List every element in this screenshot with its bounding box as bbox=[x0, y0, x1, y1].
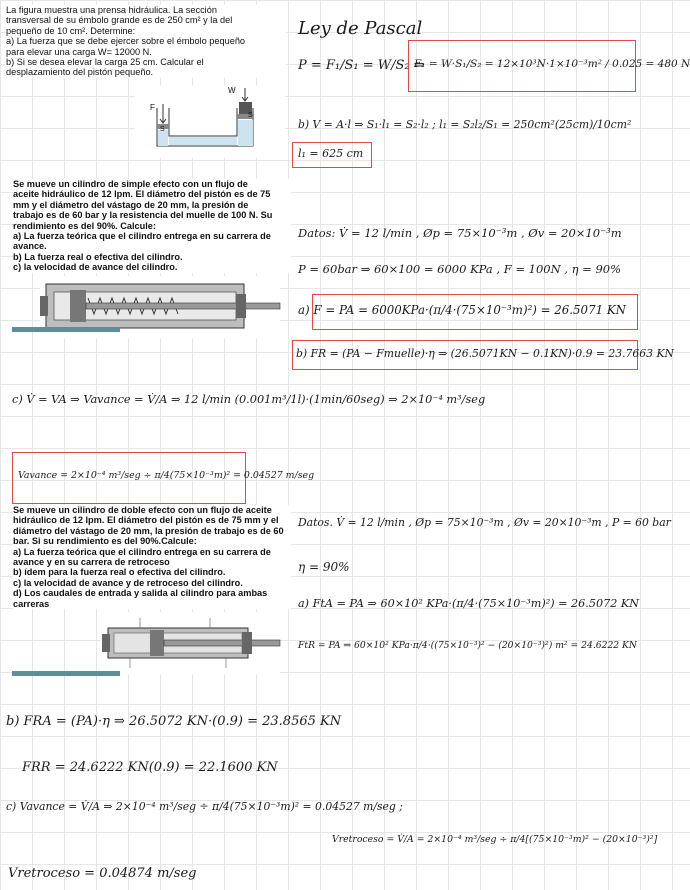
note-p3-c3: Vretroceso = 0.04874 m/seg bbox=[8, 866, 197, 881]
problem-line: b) ídem para la fuerza real o efectiva del cilindro. bbox=[13, 567, 226, 578]
note-p3-b2: FRR = 24.6222 KN(0.9) = 22.1600 KN bbox=[22, 760, 278, 775]
problem-1-text bbox=[6, 5, 286, 78]
figure-label-w: W bbox=[228, 86, 236, 95]
problem-2-text bbox=[13, 179, 291, 273]
problem-line: hidráulico de 12 lpm. El diámetro del pistón es de 75 mm y el bbox=[13, 515, 279, 526]
problem-line: c) la velocidad de avance del cilindro. bbox=[13, 262, 178, 273]
problem-line: Se mueve un cilindro de simple efecto con un flujo de bbox=[13, 179, 248, 189]
problem-line: transversal de su émbolo grande es de 250 cm² y la del bbox=[6, 15, 233, 26]
figure-label-s1: S bbox=[160, 126, 165, 133]
problem-line: para elevar una carga W= 12000 N. bbox=[6, 46, 152, 57]
problem-line: mm y el diámetro del vástago de 20 mm, la presión de bbox=[13, 199, 249, 210]
note-p3-b1: b) FRA = (PA)·η ⇒ 26.5072 KN·(0.9) = 23.8565 KN bbox=[6, 714, 342, 729]
problem-line: a) La fuerza teórica que el cilindro entrega en su carrera de bbox=[13, 546, 271, 557]
problem-line: d) Los caudales de entrada y salida al cilindro para ambas bbox=[13, 588, 268, 599]
problem-line: bar. Si su rendimiento es del 90%.Calcule: bbox=[13, 536, 197, 547]
note-p3-datos: Datos. V̇ = 12 l/min , Øp = 75×10⁻³m , Øv = 20×10⁻³m , P = 60 bar bbox=[298, 516, 671, 529]
note-p2-datos2: P = 60bar ⇒ 60×100 = 6000 KPa , F = 100N , η = 90% bbox=[298, 262, 622, 276]
note-p3-a: a) FtA = PA ⇒ 60×10² KPa·(π/4·(75×10⁻³m)²) = 26.5072 KN bbox=[298, 597, 640, 610]
problem-line: rendimiento es del 90%. Calcule: bbox=[13, 220, 156, 231]
problem-3-text bbox=[13, 505, 291, 609]
note-p3-eta: η = 90% bbox=[298, 560, 350, 574]
problem-line: avance y en su carrera de retroceso bbox=[13, 557, 170, 568]
note-pascal-title: Ley de Pascal bbox=[298, 18, 423, 39]
problem-line: avance. bbox=[13, 241, 47, 252]
problem-line: carreras bbox=[13, 598, 50, 609]
note-p2-a: a) F = PA = 6000KPa·(π/4·(75×10⁻³m)²) = 26.5071 KN bbox=[298, 303, 626, 317]
note-p3-c2: Vretroceso = V̇/A = 2×10⁻⁴ m³/seg ÷ π/4[(75×10⁻³m)² − (20×10⁻³)²] bbox=[332, 834, 658, 845]
problem-line: La figura muestra una prensa hidráulica. La sección bbox=[6, 5, 217, 15]
figure-label-f1: F bbox=[150, 103, 155, 112]
problem-line: trabajo es de 60 bar y la resistencia del muelle de 100 N. Su bbox=[13, 210, 273, 221]
problem-line: diámetro del vástago de 20 mm, la presión de trabajo es de 60 bbox=[13, 525, 284, 536]
note-p2-datos: Datos: V̇ = 12 l/min , Øp = 75×10⁻³m , Øv = 20×10⁻³m bbox=[298, 226, 622, 240]
problem-line: c) la velocidad de avance y de retroceso del cilindro. bbox=[13, 577, 243, 588]
note-p2-b: b) FR = (PA − Fmuelle)·η ⇒ (26.5071KN − 0.1KN)·0.9 = 23.7663 KN bbox=[296, 347, 674, 360]
problem-line: pequeño de 10 cm². Determine: bbox=[6, 25, 136, 36]
figure-label-s2: S bbox=[248, 112, 253, 119]
problem-line: b) Si se desea elevar la carga 25 cm. Calcular el bbox=[6, 57, 204, 68]
problem-line: a) La fuerza que se debe ejercer sobre el émbolo pequeño bbox=[6, 36, 246, 47]
divider-bar bbox=[12, 327, 120, 332]
problem-line: b) La fuerza real o efectiva del cilindro. bbox=[13, 251, 183, 262]
note-p3-a2: FtR = PA ⇒ 60×10² KPa·π/4·((75×10⁻³)² − (20×10⁻³)²) m² = 24.6222 KN bbox=[298, 640, 637, 651]
problem-line: Se mueve un cilindro de doble efecto con un flujo de aceite bbox=[13, 505, 272, 515]
problem-line: desplazamiento del pistón pequeño. bbox=[6, 67, 154, 78]
problem-line: aceite hidráulico de 12 lpm. El diámetro del pistón es de 75 bbox=[13, 189, 271, 200]
note-p2-c: c) V̇ = VA ⇒ Vavance = V̇/A ⇒ 12 l/min (0.001m³/1l)·(1min/60seg) ⇒ 2×10⁻⁴ m³/seg bbox=[12, 393, 486, 406]
note-f1-result: F₁ = W·S₁/S₂ = 12×10³N·1×10⁻³m² / 0.025 = 480 N bbox=[414, 58, 690, 70]
note-l1-result: l₁ = 625 cm bbox=[298, 147, 364, 160]
divider-bar bbox=[12, 671, 120, 676]
note-p3-c1: c) Vavance = V̇/A ⇒ 2×10⁻⁴ m³/seg ÷ π/4(75×10⁻³m)² = 0.04527 m/seg ; bbox=[6, 800, 403, 813]
note-pascal-eq: P = F₁/S₁ = W/S₂ ⇒ bbox=[298, 58, 425, 73]
note-p2-c-result: Vavance = 2×10⁻⁴ m³/seg ÷ π/4(75×10⁻³m)² = 0.04527 m/seg bbox=[18, 470, 315, 481]
note-displacement: b) V = A·l ⇒ S₁·l₁ = S₂·l₂ ; l₁ = S₂l₂/S₁ = 250cm²(25cm)/10cm² bbox=[298, 118, 632, 131]
problem-line: a) La fuerza teórica que el cilindro entrega en su carrera de bbox=[13, 231, 271, 242]
hydraulic-press-figure bbox=[135, 86, 285, 158]
double-acting-cylinder-figure bbox=[100, 612, 280, 674]
